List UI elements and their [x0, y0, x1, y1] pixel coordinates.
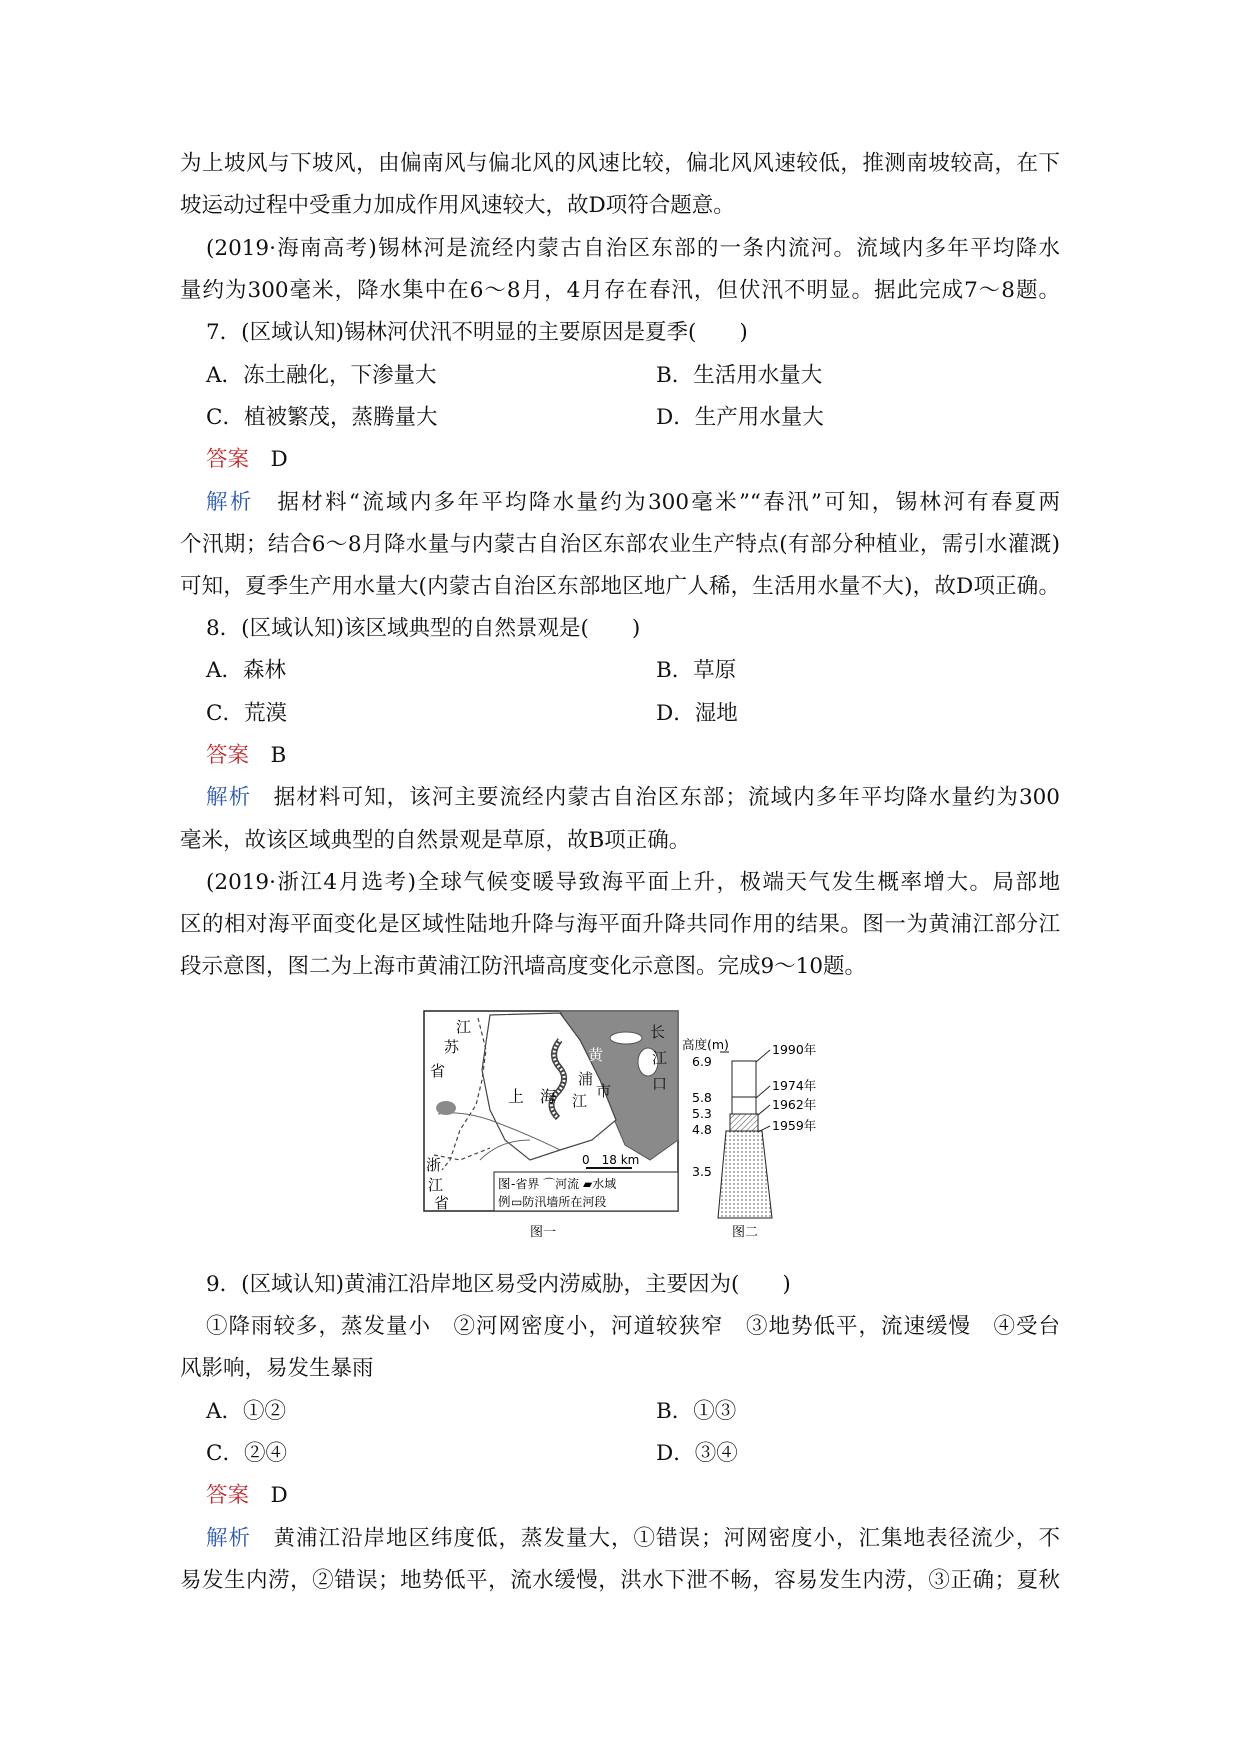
question-stem: 8．(区域认知)该区域典型的自然景观是( ) [206, 616, 641, 641]
year-1962: 1962年 [772, 1097, 817, 1112]
changjiang-label-3: 口 [652, 1075, 668, 1093]
option-a: A．①② [206, 1399, 287, 1424]
option-b: B．①③ [656, 1399, 737, 1424]
changjiang-label-2: 江 [652, 1049, 668, 1067]
paragraph-line: 为上坡风与下坡风，由偏南风与偏北风的风速比较，偏北风风速较低，推测南坡较高，在下 [180, 151, 1060, 176]
analysis-text: 黄浦江沿岸地区纬度低，蒸发量大，①错误；河网密度小，汇集地表径流少，不 [273, 1526, 1060, 1551]
year-1959: 1959年 [772, 1118, 817, 1133]
changjiang-label-1: 长 [650, 1023, 666, 1041]
analysis-line [206, 488, 1060, 518]
option-a: A．冻土融化，下渗量大 [206, 363, 437, 388]
analysis-line: 可知，夏季生产用水量大(内蒙古自治区东部地区地广人稀，生活用水量不大)，故D项正确。 [180, 574, 1060, 599]
analysis-line [206, 783, 1060, 813]
option-c: C．植被繁茂，蒸腾量大 [206, 405, 438, 430]
paragraph-line: 坡运动过程中受重力加成作用风速较大，故D项符合题意。 [180, 193, 735, 218]
question-intro: 区的相对海平面变化是区域性陆地升降与海平面升降共同作用的结果。图一为黄浦江部分江 [180, 912, 1060, 937]
figures-svg [420, 1010, 880, 1240]
scale-label: 0 18 km [582, 1153, 640, 1167]
question-intro: 段示意图，图二为上海市黄浦江防汛墙高度变化示意图。完成9～10题。 [180, 954, 867, 979]
pointer-line [756, 1086, 770, 1098]
tick-35: 3.5 [692, 1164, 712, 1179]
figure2-ylabel: 高度(m) [682, 1037, 729, 1052]
analysis-line [206, 1524, 1060, 1554]
answer-label: 答案 [206, 1483, 250, 1508]
figure1-map [424, 1011, 678, 1240]
option-b: B．生活用水量大 [656, 363, 823, 388]
option-d: D．生产用水量大 [656, 405, 824, 430]
tick-48: 4.8 [692, 1122, 712, 1137]
answer-line [206, 445, 288, 475]
question-intro: (2019·海南高考)锡林河是流经内蒙古自治区东部的一条内流河。流域内多年平均降水 [206, 236, 1060, 261]
wall-1959 [718, 1131, 772, 1218]
year-1990: 1990年 [772, 1042, 817, 1057]
question-choices: ①降雨较多，蒸发量小 ②河网密度小，河道较狭窄 ③地势低平，流速缓慢 ④受台 [206, 1314, 1060, 1339]
option-c: C．荒漠 [206, 701, 287, 726]
figure2-caption: 图二 [732, 1225, 759, 1240]
figure1-caption: 图一 [530, 1225, 557, 1240]
analysis-label: 解析 [206, 490, 254, 515]
answer-line [206, 741, 286, 771]
option-d: D．湿地 [656, 701, 738, 726]
zhejiang-label-1: 浙 [426, 1156, 442, 1174]
year-1974: 1974年 [772, 1078, 817, 1093]
huangpu-label-3: 江 [572, 1092, 588, 1110]
pointer-line [758, 1105, 770, 1115]
wall-1962 [730, 1114, 758, 1131]
shanghai-label-2: 海 [540, 1087, 557, 1106]
city-label: 市 [596, 1082, 612, 1100]
zhejiang-label-2: 江 [428, 1176, 444, 1194]
legend-title-2: 例 [498, 1194, 511, 1209]
jiangsu-label-3: 省 [430, 1062, 446, 1080]
question-intro: 量约为300毫米，降水集中在6～8月，4月存在春汛，但伏汛不明显。据此完成7～8题。 [180, 278, 1060, 303]
analysis-label: 解析 [206, 785, 252, 810]
option-b: B．草原 [656, 658, 737, 683]
wall-1974 [732, 1097, 756, 1114]
answer-value: B [270, 743, 287, 768]
option-a: A．森林 [206, 658, 287, 683]
tick-58: 5.8 [692, 1090, 712, 1105]
question-stem: 7．(区域认知)锡林河伏汛不明显的主要原因是夏季( ) [206, 320, 748, 345]
answer-value: D [270, 447, 288, 472]
legend-title-1: 图 [498, 1176, 511, 1191]
huangpu-label-1: 黄 [588, 1046, 604, 1064]
option-c: C．②④ [206, 1441, 287, 1466]
jiangsu-label-2: 苏 [444, 1038, 460, 1056]
jiangsu-label-1: 江 [456, 1018, 472, 1036]
analysis-line: 个汛期；结合6～8月降水量与内蒙古自治区东部农业生产特点(有部分种植业，需引水灌溉) [180, 532, 1060, 557]
island-shape [610, 1032, 642, 1044]
wall-1990 [732, 1061, 756, 1097]
zhejiang-label-3: 省 [434, 1194, 450, 1212]
answer-line [206, 1481, 288, 1511]
tick-69: 6.9 [692, 1054, 712, 1069]
lake-shape [436, 1101, 456, 1115]
pointer-line [756, 1050, 770, 1062]
tick-53: 5.3 [692, 1106, 712, 1121]
answer-value: D [270, 1483, 288, 1508]
answer-label: 答案 [206, 743, 250, 768]
option-d: D．③④ [656, 1441, 738, 1466]
pointer-line [758, 1126, 770, 1132]
answer-label: 答案 [206, 447, 250, 472]
legend-row-1: -省界 ⌒河流 ▰水域 [511, 1177, 617, 1191]
question-stem: 9．(区域认知)黄浦江沿岸地区易受内涝威胁，主要因为( ) [206, 1272, 791, 1297]
huangpu-label-2: 浦 [578, 1070, 594, 1088]
question-intro: (2019·浙江4月选考)全球气候变暖导致海平面上升，极端天气发生概率增大。局部地 [206, 870, 1060, 895]
figures [420, 1010, 880, 1240]
question-choices: 风影响，易发生暴雨 [180, 1356, 374, 1381]
analysis-text: 据材料可知，该河主要流经内蒙古自治区东部；流域内多年平均降水量约为300 [273, 785, 1060, 810]
analysis-label: 解析 [206, 1526, 251, 1551]
analysis-text: 据材料“流域内多年平均降水量约为300毫米”“春汛”可知，锡林河有春夏两 [277, 490, 1060, 515]
analysis-line: 毫米，故该区域典型的自然景观是草原，故B项正确。 [180, 828, 691, 853]
legend-row-2: ▭防汛墙所在河段 [511, 1195, 607, 1209]
figure2-chart [682, 1037, 816, 1240]
analysis-line: 易发生内涝，②错误；地势低平，流水缓慢，洪水下泄不畅，容易发生内涝，③正确；夏秋 [180, 1568, 1060, 1593]
shanghai-label-1: 上 [508, 1087, 525, 1106]
